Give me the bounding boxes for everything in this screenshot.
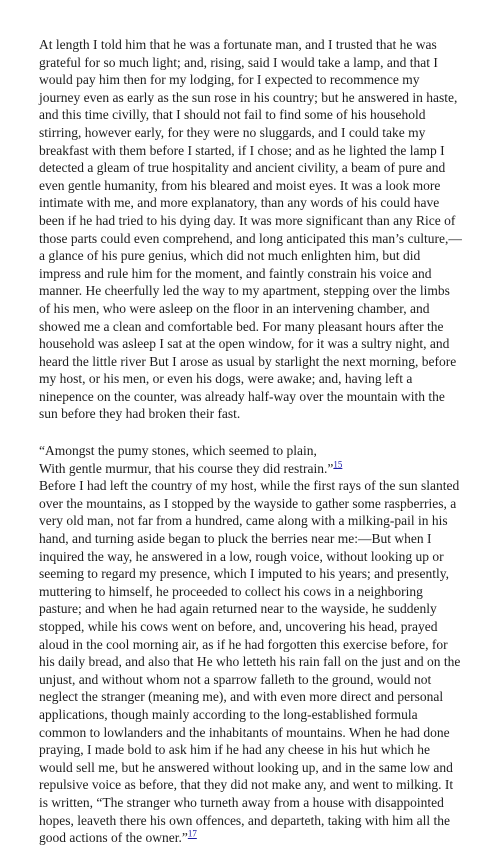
verse-line-2: [39, 460, 463, 478]
verse-line-2-text: With gentle murmur, that his course they did restrain.”: [39, 460, 334, 476]
paragraph-1: At length I told him that he was a fortunate man, and I trusted that he was grateful for so much light; and, rising, said I would take a lamp, and that I would pay him then for my lodging, for I expected to recommence my journey even as early as the sun rose in his country; but he answered in haste, and this time civilly, that I should not fail to find some of his household stirring, however early, for they were no sluggards, and I could take my breakfast with them before I started, if I chose; and as he lighted the lamp I detected a gleam of true hospitality and ancient civility, a beam of pure and even gentle humanity, from his bleared and moist eyes. It was a look more intimate with me, and more explanatory, than any words of his could have been if he had tried to his dying day. It was more significant than any Rice of those parts could even comprehend, and long anticipated this man’s culture,—a glance of his pure genius, which did not much enlighten him, but did impress and rule him for the moment, and faintly constrain his voice and manner. He cheerfully led the way to my apartment, stepping over the limbs of his men, who were asleep on the floor in an intervening chamber, and showed me a clean and comfortable bed. For many pleasant hours after the household was asleep I sat at the open window, for it was a sultry night, and heard the little river But I arose as usual by starlight the next morning, before my host, or his men, or even his dogs, were awake; and, having left a ninepence on the counter, was already half-way over the mountain with the sun before they had broken their fast.: [39, 37, 462, 422]
verse-line-1: “Amongst the pumy stones, which seemed to plain,: [39, 443, 317, 459]
paragraph-2-text: Before I had left the country of my host, while the first rays of the sun slanted over the mountains, as I stopped by the wayside to gather some raspberries, a very old man, not far from a hundred, came along with a milking-pail in his hand, and turning aside began to pluck the berries near me:—But when I inquired the way, he answered in a low, rough voice, without looking up or seeming to regard my presence, which I imputed to his years; and presently, muttering to himself, he proceeded to collect his cows in a neighboring pasture; and when he had again returned near to the wayside, he suddenly stopped, while his cows went on before, and, uncovering his head, prayed aloud in the cool morning air, as if he had forgotten this exercise before, for his daily bread, and also that He who letteth his rain fall on the just and on the unjust, and without whom not a sparrow falleth to the ground, would not neglect the stranger (meaning me), and with even more direct and personal applications, though mainly according to the long-established formula common to lowlanders and the inhabitants of mountains. When he had done praying, I made bold to ask him if he had any cheese in his hut which he would sell me, but he answered without looking up, and in the same low and repulsive voice as before, that they did not make any, and went to milking. It is written, “The stranger who turneth away from a house with disappointed hopes, leaveth there his own offences, and departeth, taking with him all the good actions of the owner.”: [39, 478, 461, 846]
paragraph-2: [39, 477, 463, 846]
footnote-link-15[interactable]: 15: [333, 459, 343, 470]
footnote-link-17[interactable]: 17: [187, 828, 197, 839]
document-body: [39, 36, 463, 847]
